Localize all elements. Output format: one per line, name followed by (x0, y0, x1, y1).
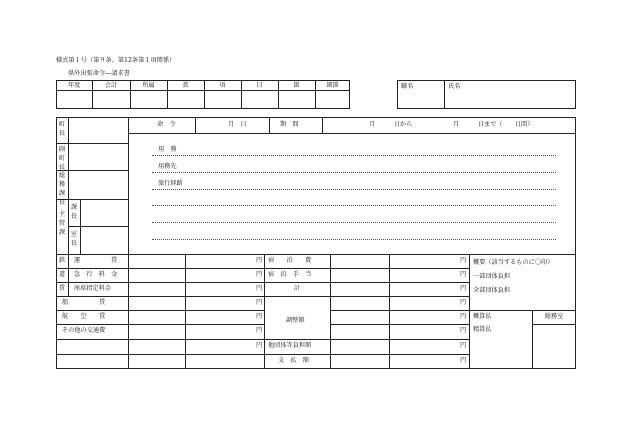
yen-unit: 円 (256, 327, 263, 334)
managing-section-label: 主管課 (58, 211, 66, 236)
cost-label: 急 行 料 金 (74, 271, 118, 278)
cost-label: 支 払 額 (278, 357, 309, 364)
notes-option[interactable]: 一部団体負担 (473, 273, 511, 280)
dotted-line (152, 172, 556, 173)
cost-label: その他の交通費 (62, 327, 106, 334)
cost-label: 船 賃 (62, 299, 106, 306)
post-label: 職名 (401, 83, 414, 90)
period-label: 期 間 (280, 121, 299, 128)
dotted-line (152, 239, 556, 240)
notes-option[interactable]: 全部団体負担 (473, 287, 511, 294)
route-label: 旅行経路 (158, 180, 183, 187)
yen-unit: 円 (256, 257, 263, 264)
budget-header: 目 (256, 82, 263, 89)
mayor-label: 町長 (58, 121, 66, 137)
cost-label: 宿 泊 手 当 (268, 271, 312, 278)
yen-unit: 円 (256, 285, 263, 292)
yen-unit: 円 (460, 257, 467, 264)
yen-unit: 円 (256, 299, 263, 306)
budget-header: 会計 (104, 82, 118, 89)
period-from[interactable]: 月 日から (369, 121, 413, 128)
destination-label: 用務先 (158, 163, 177, 170)
yen-unit: 円 (256, 271, 263, 278)
rail-group-label: 賃 (58, 285, 66, 292)
yen-unit: 円 (460, 271, 467, 278)
settlement-label[interactable]: 精算払 (473, 326, 492, 333)
budget-header: 款 (182, 82, 189, 89)
form-title: 県外出張命令―請求書 (68, 70, 130, 77)
cost-label: 運 賃 (74, 257, 118, 264)
name-label: 氏名 (448, 83, 461, 90)
deputy-mayor-label: 副町長 (58, 146, 66, 171)
period-to[interactable]: 月 日まで（ 日間） (453, 121, 534, 128)
cost-label: 座席指定料金 (74, 285, 112, 292)
yen-unit: 円 (460, 299, 467, 306)
budget-header: 項 (219, 82, 226, 89)
yen-unit: 円 (256, 342, 263, 349)
order-date[interactable]: 月 日 (228, 121, 247, 128)
budget-header: 節 (293, 82, 300, 89)
general-affairs-chief-label: 総務課長 (58, 172, 66, 206)
errand-label: 用 務 (158, 146, 177, 153)
dotted-line (152, 222, 556, 223)
form-label: 様式第１号（第９条、第12条第１項関係） (56, 57, 176, 64)
budget-header: 細節 (326, 82, 339, 89)
cost-label: 計 (293, 285, 301, 292)
yen-unit: 円 (460, 357, 467, 364)
dotted-line (152, 205, 556, 206)
dotted-line (152, 155, 556, 156)
yen-unit: 円 (460, 285, 467, 292)
yen-unit: 円 (460, 313, 467, 320)
budget-header: 年度 (67, 82, 81, 89)
yen-unit: 円 (460, 342, 467, 349)
office-chief-label: 室長 (70, 231, 78, 247)
yen-unit: 円 (256, 313, 263, 320)
adjustment-label: 調整額 (286, 317, 305, 324)
rail-group-label: 道 (58, 271, 66, 278)
section-chief-label: 課長 (70, 204, 78, 220)
budget-header: 所属 (142, 82, 155, 89)
dotted-line (152, 189, 556, 190)
rail-group-label: 鉄 (58, 257, 66, 264)
notes-title: 概要（該当するものに〇印） (473, 259, 554, 266)
cost-label: 航 空 賃 (62, 313, 106, 320)
general-affairs-office-label: 総務室 (544, 313, 564, 320)
advance-payment-label[interactable]: 概算払 (473, 313, 492, 320)
cost-label: 宿 泊 費 (268, 257, 312, 264)
person-box (397, 80, 576, 109)
order-label: 命 令 (157, 121, 176, 128)
yen-unit: 円 (460, 327, 467, 334)
cost-label: 他団体等負担額 (268, 342, 312, 349)
